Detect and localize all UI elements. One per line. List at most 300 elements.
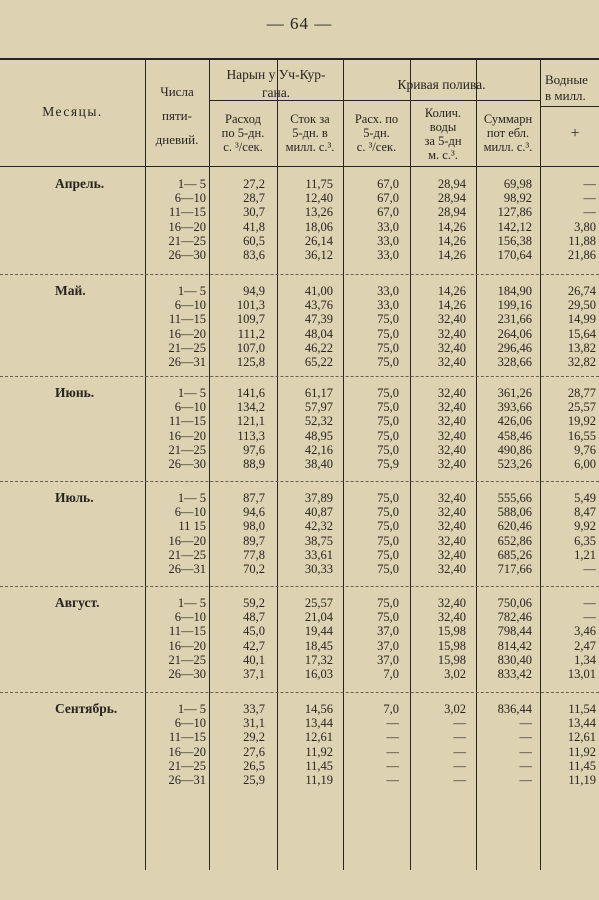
table-cell: 134,2: [236, 400, 265, 415]
table-cell: 25,57: [567, 400, 596, 415]
table-cell: 490,86: [497, 442, 532, 457]
table-cell: 170,64: [497, 248, 532, 262]
table-cell: 156,38: [497, 233, 532, 248]
table-cell: 98,92: [503, 191, 532, 206]
month-label: Июль.: [55, 490, 94, 505]
table-cell: 21—25: [168, 547, 206, 562]
table-cell: 33,0: [377, 219, 399, 234]
table-cell: 11,88: [568, 233, 596, 248]
table-cell: 32,40: [437, 596, 466, 610]
table-cell: 15,98: [437, 638, 466, 653]
table-row: [0, 248, 599, 262]
header-irr-flow: [343, 112, 410, 154]
table-cell: —: [583, 596, 596, 610]
table-cell: 87,7: [243, 491, 265, 505]
table-cell: 61,17: [304, 386, 333, 400]
table-cell: 21,04: [304, 610, 333, 625]
header-irr-qty: [410, 106, 476, 162]
table-row: [0, 177, 599, 191]
table-cell: 11,75: [305, 177, 333, 191]
table-row: [0, 443, 599, 457]
table-cell: 19,92: [567, 414, 596, 429]
table-cell: 21,86: [567, 248, 596, 262]
table-cell: —: [386, 773, 399, 787]
table-cell: 16—20: [168, 428, 206, 443]
header-water-group: [545, 72, 599, 104]
table-cell: 6—10: [174, 298, 206, 313]
table-cell: 1,34: [574, 652, 596, 667]
table-cell: 1— 5: [177, 284, 206, 298]
table-cell: 27,2: [243, 177, 265, 191]
table-cell: 59,2: [243, 596, 265, 610]
table-cell: 14,56: [304, 702, 333, 716]
table-cell: —: [453, 758, 466, 773]
table-row: [0, 716, 599, 730]
table-cell: 32,40: [437, 491, 466, 505]
table-cell: 107,0: [236, 340, 265, 355]
table-cell: 75,0: [377, 414, 399, 429]
table-cell: 33,0: [377, 298, 399, 313]
table-cell: 37,0: [377, 624, 399, 639]
header-pentads-line: Числа: [160, 84, 194, 99]
table-cell: 28,94: [437, 191, 466, 206]
table-cell: 75,0: [377, 519, 399, 534]
table-row: [0, 534, 599, 548]
table-row: [0, 610, 599, 624]
table-cell: 32,40: [437, 355, 466, 369]
table-cell: —: [453, 730, 466, 745]
table-cell: 14,26: [437, 233, 466, 248]
header-line: 5-дн.: [363, 126, 390, 140]
table-cell: 16,55: [567, 428, 596, 443]
table-cell: 32,40: [437, 428, 466, 443]
table-cell: —: [519, 730, 532, 745]
table-cell: 11—15: [168, 414, 206, 429]
month-label: Май.: [55, 283, 86, 298]
table-cell: 43,76: [304, 298, 333, 313]
header-months: Месяцы.: [42, 104, 103, 119]
table-cell: —: [583, 610, 596, 625]
table-cell: —: [453, 716, 466, 731]
table-cell: —: [453, 773, 466, 787]
table-cell: 83,6: [243, 248, 265, 262]
table-row: [0, 491, 599, 505]
block-separator: [0, 692, 599, 693]
table-cell: —: [583, 562, 596, 576]
table-cell: 29,50: [567, 298, 596, 313]
table-cell: 32,40: [437, 562, 466, 576]
table-cell: 11,92: [305, 744, 333, 759]
table-cell: —: [519, 716, 532, 731]
table-cell: 75,0: [377, 491, 399, 505]
table-cell: 588,06: [497, 505, 532, 520]
table-cell: 7,0: [383, 702, 399, 716]
table-cell: 75,0: [377, 355, 399, 369]
table-cell: 1— 5: [177, 386, 206, 400]
table-cell: 30,7: [243, 205, 265, 220]
table-cell: —: [386, 744, 399, 759]
table-cell: 12,61: [567, 730, 596, 745]
table-cell: 199,16: [497, 298, 532, 313]
table-cell: 32,40: [437, 610, 466, 625]
table-cell: —: [519, 773, 532, 787]
table-cell: 75,0: [377, 562, 399, 576]
table-cell: 11 15: [178, 519, 206, 534]
table-cell: 13,44: [304, 716, 333, 731]
header-pentads: [145, 80, 209, 152]
table-cell: 28,94: [437, 205, 466, 220]
table-cell: 26—31: [168, 355, 206, 369]
header-line: за 5-дн: [424, 134, 462, 148]
header-line: Расх. по: [354, 112, 399, 126]
table-cell: 111,2: [237, 326, 265, 341]
month-label: Апрель.: [55, 176, 105, 191]
table-cell: 67,0: [377, 177, 399, 191]
table-cell: 184,90: [497, 284, 532, 298]
table-cell: 26,5: [243, 758, 265, 773]
table-cell: 717,66: [497, 562, 532, 576]
table-cell: 75,0: [377, 386, 399, 400]
table-row: [0, 548, 599, 562]
header-line: милл. с.³.: [285, 140, 335, 154]
table-cell: 75,0: [377, 340, 399, 355]
table-cell: 18,45: [304, 638, 333, 653]
month-label: Сентябрь.: [55, 701, 118, 716]
table-cell: 141,6: [236, 386, 265, 400]
table-cell: 57,97: [304, 400, 333, 415]
header-naryn-flow: [209, 112, 277, 154]
table-cell: 32,40: [437, 386, 466, 400]
table-row: [0, 624, 599, 638]
table-top-rule: [0, 58, 599, 60]
table-cell: 26,14: [304, 233, 333, 248]
table-cell: 52,32: [304, 414, 333, 429]
table-cell: 11—15: [168, 730, 206, 745]
table-cell: 41,00: [304, 284, 333, 298]
table-cell: 48,7: [243, 610, 265, 625]
table-cell: 361,26: [497, 386, 532, 400]
table-cell: 33,0: [377, 284, 399, 298]
table-cell: 750,06: [497, 596, 532, 610]
header-line: Суммарн: [483, 112, 533, 126]
table-cell: 9,76: [574, 442, 596, 457]
header-line: Сток за: [290, 112, 330, 126]
table-cell: 833,42: [497, 667, 532, 681]
table-cell: 94,9: [243, 284, 265, 298]
table-cell: 40,87: [304, 505, 333, 520]
table-cell: 94,6: [243, 505, 265, 520]
table-cell: 67,0: [377, 205, 399, 220]
table-row: [0, 414, 599, 428]
table-cell: 11,45: [305, 758, 333, 773]
table-cell: 97,6: [243, 442, 265, 457]
header-naryn-runoff: [277, 112, 343, 154]
table-cell: 32,40: [437, 326, 466, 341]
table-cell: 75,0: [377, 428, 399, 443]
page-number: — 64 —: [266, 14, 333, 33]
table-cell: —: [386, 730, 399, 745]
table-row: [0, 191, 599, 205]
table-cell: 28,77: [567, 386, 596, 400]
table-cell: 29,2: [243, 730, 265, 745]
table-cell: 32,40: [437, 340, 466, 355]
table-cell: 32,40: [437, 505, 466, 520]
header-naryn-group: [209, 66, 343, 102]
table-cell: 12,61: [304, 730, 333, 745]
table-cell: 296,46: [497, 340, 532, 355]
header-naryn-line: гана.: [261, 85, 291, 100]
header-line: Расход: [225, 112, 261, 126]
header-water-plus: +: [570, 125, 580, 142]
table-cell: 620,46: [497, 519, 532, 534]
table-cell: 75,0: [377, 505, 399, 520]
table-cell: —: [583, 205, 596, 220]
table-cell: 14,26: [437, 248, 466, 262]
table-cell: 11—15: [168, 312, 206, 327]
table-cell: 6—10: [174, 716, 206, 731]
table-row: [0, 284, 599, 298]
table-cell: 17,32: [304, 652, 333, 667]
table-cell: 41,8: [243, 219, 265, 234]
table-cell: 32,40: [437, 414, 466, 429]
table-cell: 6—10: [174, 610, 206, 625]
table-cell: 142,12: [497, 219, 532, 234]
table-cell: 33,0: [377, 233, 399, 248]
table-cell: 30,33: [304, 562, 333, 576]
table-cell: 75,9: [377, 457, 399, 471]
table-cell: 37,89: [304, 491, 333, 505]
table-cell: 3,46: [574, 624, 596, 639]
table-cell: 32,82: [567, 355, 596, 369]
table-cell: 836,44: [497, 702, 532, 716]
table-cell: 16—20: [168, 638, 206, 653]
table-cell: 782,46: [497, 610, 532, 625]
table-cell: 14,26: [437, 284, 466, 298]
table-cell: 60,5: [243, 233, 265, 248]
block-separator: [0, 376, 599, 377]
table-cell: 75,0: [377, 533, 399, 548]
table-cell: 26—31: [168, 562, 206, 576]
table-cell: 458,46: [497, 428, 532, 443]
table-cell: 555,66: [497, 491, 532, 505]
table-cell: 70,2: [243, 562, 265, 576]
table-cell: 42,16: [304, 442, 333, 457]
table-cell: 6,35: [574, 533, 596, 548]
table-cell: 830,40: [497, 652, 532, 667]
table-row: [0, 341, 599, 355]
table-cell: 16—20: [168, 326, 206, 341]
table-cell: 6—10: [174, 191, 206, 206]
table-cell: 26—30: [168, 667, 206, 681]
table-row: [0, 596, 599, 610]
block-separator: [0, 481, 599, 482]
table-row: [0, 745, 599, 759]
table-row: [0, 730, 599, 744]
table-cell: 11,54: [568, 702, 596, 716]
header-line: 5-дн. в: [292, 126, 328, 140]
table-cell: 3,02: [444, 702, 466, 716]
table-cell: 28,94: [437, 177, 466, 191]
table-cell: 121,1: [236, 414, 265, 429]
header-irr-sum: [476, 112, 540, 154]
table-cell: 6—10: [174, 400, 206, 415]
block-separator: [0, 586, 599, 587]
table-row: [0, 429, 599, 443]
table-cell: 11,92: [568, 744, 596, 759]
table-cell: 38,40: [304, 457, 333, 471]
table-cell: —: [386, 716, 399, 731]
header-line: в милл.: [545, 88, 586, 103]
table-cell: 12,40: [304, 191, 333, 206]
table-cell: 264,06: [497, 326, 532, 341]
table-cell: 75,0: [377, 400, 399, 415]
table-cell: 16—20: [168, 219, 206, 234]
table-cell: 14,26: [437, 298, 466, 313]
table-cell: 40,1: [243, 652, 265, 667]
table-cell: 75,0: [377, 326, 399, 341]
table-cell: 21—25: [168, 758, 206, 773]
header-line: воды: [429, 120, 457, 134]
table-cell: 6—10: [174, 505, 206, 520]
table-cell: 11—15: [168, 205, 206, 220]
table-cell: 69,98: [503, 177, 532, 191]
table-cell: 814,42: [497, 638, 532, 653]
table-cell: 27,6: [243, 744, 265, 759]
table-cell: 21—25: [168, 652, 206, 667]
table-cell: 67,0: [377, 191, 399, 206]
table-cell: 523,26: [497, 457, 532, 471]
table-cell: 31,1: [243, 716, 265, 731]
table-cell: 32,40: [437, 547, 466, 562]
table-row: [0, 386, 599, 400]
table-row: [0, 457, 599, 471]
table-cell: 5,49: [574, 491, 596, 505]
table-cell: 13,01: [567, 667, 596, 681]
table-cell: 26—31: [168, 773, 206, 787]
table-cell: 32,40: [437, 533, 466, 548]
table-cell: 13,26: [304, 205, 333, 220]
header-irrigation-group: Кривая полива.: [397, 77, 486, 92]
table-cell: 32,40: [437, 400, 466, 415]
table-row: [0, 639, 599, 653]
table-cell: 77,8: [243, 547, 265, 562]
table-cell: 109,7: [236, 312, 265, 327]
table-cell: 32,40: [437, 312, 466, 327]
table-cell: —: [519, 758, 532, 773]
header-pentads-line: пяти-: [162, 108, 192, 123]
table-cell: 75,0: [377, 547, 399, 562]
table-row: [0, 327, 599, 341]
table-cell: —: [453, 744, 466, 759]
table-cell: 13,82: [567, 340, 596, 355]
table-cell: 393,66: [497, 400, 532, 415]
table-cell: 11,19: [305, 773, 333, 787]
table-row: [0, 220, 599, 234]
header-line: милл. с.³.: [483, 140, 533, 154]
table-cell: 32,40: [437, 442, 466, 457]
table-cell: 1,21: [574, 547, 596, 562]
table-cell: 36,12: [304, 248, 333, 262]
table-cell: 47,39: [304, 312, 333, 327]
table-cell: 33,61: [304, 547, 333, 562]
table-cell: 32,40: [437, 519, 466, 534]
table-cell: —: [583, 191, 596, 206]
table-cell: 75,0: [377, 442, 399, 457]
table-cell: 18,06: [304, 219, 333, 234]
table-cell: 15,98: [437, 624, 466, 639]
table-row: [0, 298, 599, 312]
table-row: [0, 653, 599, 667]
header-line: Водные: [545, 72, 588, 87]
table-cell: 1— 5: [177, 596, 206, 610]
header-line: с. ³/сек.: [223, 140, 263, 154]
header-line: по 5-дн.: [221, 126, 265, 140]
table-cell: 14,99: [567, 312, 596, 327]
table-cell: 231,66: [497, 312, 532, 327]
table-cell: 426,06: [497, 414, 532, 429]
table-cell: 65,22: [304, 355, 333, 369]
table-cell: 652,86: [497, 533, 532, 548]
table-cell: 26,74: [567, 284, 596, 298]
table-cell: 37,0: [377, 652, 399, 667]
table-row: [0, 355, 599, 369]
table-cell: 16,03: [304, 667, 333, 681]
table-cell: 798,44: [497, 624, 532, 639]
header-group-rule: [540, 106, 599, 107]
header-bottom-rule: [0, 166, 599, 167]
table-row: [0, 505, 599, 519]
table-row: [0, 400, 599, 414]
table-cell: 6,00: [574, 457, 596, 471]
table-cell: 48,95: [304, 428, 333, 443]
table-cell: 42,32: [304, 519, 333, 534]
table-cell: 21—25: [168, 233, 206, 248]
table-cell: 45,0: [243, 624, 265, 639]
table-cell: 9,92: [574, 519, 596, 534]
header-line: Колич.: [424, 106, 462, 120]
table-cell: 11,19: [568, 773, 596, 787]
table-cell: 8,47: [574, 505, 596, 520]
table-cell: 13,44: [567, 716, 596, 731]
table-cell: 32,40: [437, 457, 466, 471]
table-row: [0, 702, 599, 716]
table-cell: 3,02: [444, 667, 466, 681]
table-cell: 46,22: [304, 340, 333, 355]
table-row: [0, 759, 599, 773]
table-cell: 75,0: [377, 610, 399, 625]
table-cell: 101,3: [236, 298, 265, 313]
table-cell: 3,80: [574, 219, 596, 234]
table-cell: —: [519, 744, 532, 759]
table-cell: 1— 5: [177, 491, 206, 505]
table-cell: 98,0: [243, 519, 265, 534]
table-row: [0, 562, 599, 576]
table-row: [0, 234, 599, 248]
table-cell: 7,0: [383, 667, 399, 681]
table-row: [0, 205, 599, 219]
table-cell: 685,26: [497, 547, 532, 562]
month-label: Июнь.: [55, 385, 95, 400]
table-cell: 25,57: [304, 596, 333, 610]
table-cell: 16—20: [168, 744, 206, 759]
block-separator: [0, 274, 599, 275]
table-cell: 26—30: [168, 457, 206, 471]
table-cell: 16—20: [168, 533, 206, 548]
table-cell: 127,86: [497, 205, 532, 220]
table-cell: 37,1: [243, 667, 265, 681]
table-cell: 88,9: [243, 457, 265, 471]
table-row: [0, 519, 599, 533]
